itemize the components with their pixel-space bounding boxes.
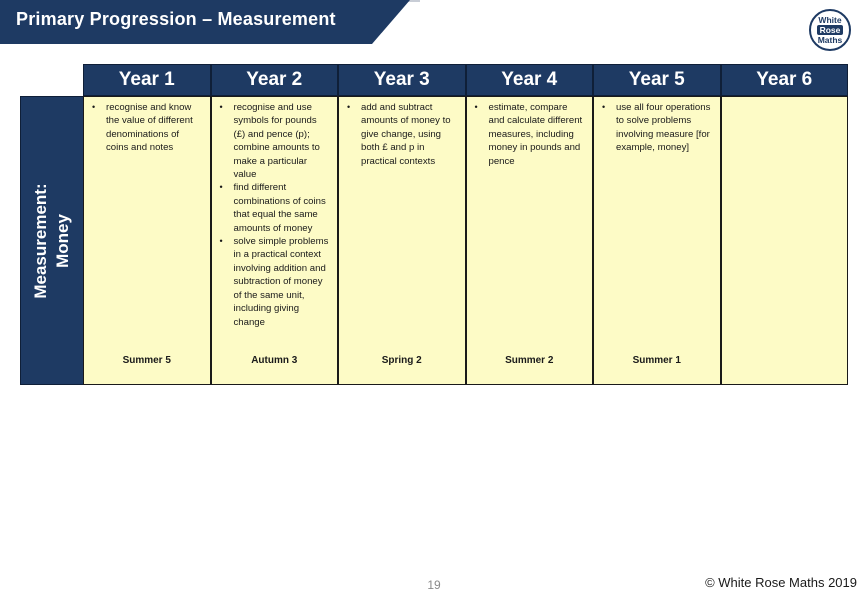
term-label: Autumn 3 (251, 355, 298, 366)
year-header-5: Year 5 (593, 64, 721, 96)
term-label: Spring 2 (381, 355, 422, 366)
year-header-1: Year 1 (83, 64, 211, 96)
row-label-line-2: Money (53, 213, 72, 268)
year-header-4: Year 4 (466, 64, 594, 96)
cell-year-4 (466, 96, 594, 385)
objective-item: • add and subtract amounts of money to give change, using both £ and p in practical contexts (361, 101, 459, 168)
year-header-3: Year 3 (338, 64, 466, 96)
page-title: Primary Progression – Measurement (16, 9, 336, 29)
row-label-line-1: Measurement: (31, 182, 50, 299)
objectives-list (467, 97, 593, 168)
logo-line-3: Maths (817, 35, 843, 45)
logo-line-2: Rose (817, 25, 844, 35)
cell-year-6 (721, 96, 849, 385)
logo-line-1: White (818, 15, 842, 25)
year-header-6: Year 6 (721, 64, 849, 96)
page-number: 19 (427, 578, 441, 592)
objectives-list (84, 97, 210, 155)
white-rose-maths-logo (809, 9, 851, 51)
objective-item: • estimate, compare and calculate different measures, including money in pounds and pence (489, 101, 587, 168)
cell-year-3 (338, 96, 466, 385)
cell-year-5 (593, 96, 721, 385)
row-label (20, 96, 84, 385)
term-label: Summer 5 (122, 355, 171, 366)
objectives-list (339, 97, 465, 168)
money-row (83, 96, 848, 385)
objectives-list (594, 97, 720, 155)
year-header-2: Year 2 (211, 64, 339, 96)
objective-item: • recognise and use symbols for pounds (£) and pence (p); combine amounts to make a particular value (234, 101, 332, 181)
term-label: Summer 2 (505, 355, 554, 366)
term-label: Summer 1 (632, 355, 681, 366)
objectives-list (212, 97, 338, 329)
copyright: © White Rose Maths 2019 (705, 575, 857, 590)
objective-item: • find different combinations of coins that equal the same amounts of money (234, 181, 332, 235)
year-header-row (83, 64, 848, 96)
objective-item: • use all four operations to solve problems involving measure [for example, money] (616, 101, 714, 155)
objective-item: • solve simple problems in a practical context involving addition and subtraction of money of the same unit, including giving change (234, 235, 332, 329)
cell-year-1 (83, 96, 211, 385)
cell-year-2 (211, 96, 339, 385)
objective-item: • recognise and know the value of different denominations of coins and notes (106, 101, 204, 155)
row-label-text (30, 183, 74, 298)
